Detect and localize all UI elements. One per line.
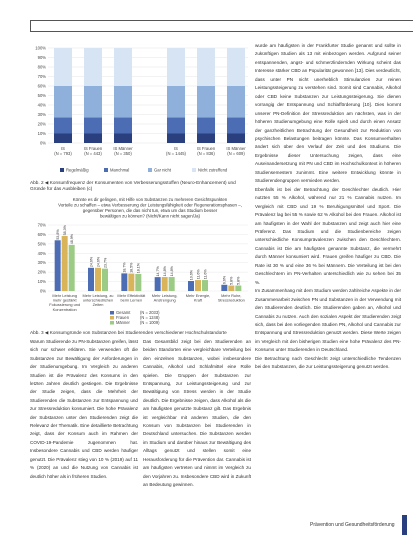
stacked-bar-segment bbox=[84, 117, 102, 133]
x-tick-label: beim Lernen bbox=[120, 297, 143, 303]
chart-title: gegenüber Personen, die das nicht tun, etwa um das Studium besser bbox=[82, 208, 218, 213]
stacked-bar-segment bbox=[84, 48, 102, 86]
stacked-bar-segment bbox=[114, 134, 132, 144]
paragraph: Die Betrachtung nach Geschlecht zeigt unterschiedliche Tendenzen bei den Substanzen, die zur Leistungssteigerung genutzt werden. bbox=[255, 355, 401, 370]
y-tick-label: 20% bbox=[37, 269, 46, 275]
paragraph: Das Gesamtbild zeigt bei den Studierenden an beiden Standorten eine vergleichbare Verteilung bei den einzelnen Substanzen, wobei insbesondere Cannabis, Alkohol und Schlafmittel eine Rolle spielen. Die Gruppen der Substanzen zur Entspannung, zur Leistungssteigerung und zur Bewältigung von Stress werden in der Studie deutlich. Die Ergebnisse zeigen, dass Alkohol als die am häufigsten genutzte Substanz gilt. Das Ergebnis ist vergleichbar mit anderen Studien, die den Konsum von Substanzen bei Studierenden in Deutschland untersuchen. Die Substanzen werden im Studium und darüber hinaus zur Bewältigung des Alltags genutzt und stellen somit eine Herausforderung für die Prävention dar. Cannabis ist am häufigsten vertreten und nimmt im Vergleich zu den Vorjahren zu. Insbesondere CBD wird in Zukunft an Bedeutung gewinnen. bbox=[143, 339, 251, 487]
legend-n: (N = 1248) bbox=[140, 315, 160, 321]
x-tick-label: IS bbox=[61, 146, 65, 151]
legend-swatch bbox=[148, 168, 152, 172]
x-tick-label: Mehr Leistung, bbox=[151, 293, 178, 298]
y-tick-label: 100% bbox=[35, 45, 46, 51]
y-tick-label: 70% bbox=[37, 74, 46, 79]
stacked-bar-segment bbox=[84, 86, 102, 117]
y-tick-label: 0% bbox=[39, 140, 46, 146]
legend-n: (N = 1009) bbox=[140, 320, 160, 326]
data-label: 5,8% bbox=[236, 276, 241, 285]
stacked-bar-segment bbox=[227, 48, 245, 86]
x-tick-n: (N = 793) bbox=[54, 151, 72, 156]
paragraph: wurde am häufigsten in der Frankfurter Studie genannt und sollte in zukünftigen Studien als 13 mit einbezogen werden. Aufgrund seiner entspannenden, angst- und schmerzlindernden Wirkung scheint das Interesse stärker CBD an Popularität gewonnen [13]. Dies verdeutlicht, dass unter PN nicht unerheblich Stimulanzien zur reinen Leistungssteigerung zu verstehen sind. Somit sind Cannabis, Alkohol oder CBD keine Substanzen zur Leistungssteigerung. Sie dienen vorrangig der Entspannung und Schlafförderung [10]. Dies kommt unserer PN-Definition der Stressreduktion am nächsten, was in der höheren Studienumgebung eine Rolle spielt und durch einen Ansatz der ganzheitlichen Betrachtung der Gesundheit zur Reduktion von psychischen Belastungen beitragen könnte. Das Konsumverhalten ändert sich über den Verlauf der Zeit und des Studiums. Die Ergebnisse dieser Untersuchung zeigen, dass eine Auseinandersetzung mit PN und CBD im Hochschulkontext in höheren Studiensemestern zunimmt. Eine weitere Entwicklung könnte in Studierendengruppen vermieden werden. bbox=[255, 43, 401, 184]
page-footer: Prävention und Gesundheitsförderung bbox=[310, 522, 395, 528]
legend-label: Manchmal bbox=[110, 167, 130, 173]
x-tick-label: mehr gestärkt bbox=[52, 297, 77, 303]
paragraph: Im Zusammenhang mit dem Studium werden zahlreiche Aspekte in der Zusammenarbeit zwischen PN und Substanzen in der Verwendung mit den Studierenden deutlich. Die Studierenden gaben an, Alkohol und Cannabis zu nutzen. Auch den sozialen Aspekt der Studierenden zeigt sich, dass bei den vorliegenden Studien PN, Alkohol und Cannabis zur Entspannung und Stressreduktion genutzt werden. Diese Werte zeigen im Vergleich mit den bisherigen Studien eine hohe Prävalenz des PN-Konsums unter Studierenden in Deutschland. bbox=[255, 288, 401, 353]
stacked-bar-segment bbox=[167, 86, 185, 117]
x-tick-label: Mehr Effektivität bbox=[117, 293, 146, 298]
bar bbox=[95, 268, 101, 291]
bar bbox=[155, 277, 161, 291]
data-label: 18,1% bbox=[136, 263, 141, 274]
y-tick-label: 40% bbox=[37, 250, 46, 256]
stacked-bar-segment bbox=[114, 117, 132, 133]
legend-label: Männer bbox=[116, 320, 130, 326]
figure-3-caption: Abb. 3 ◀ Konsumgründe von Substanzen bei Studierenden verschiedener Hochschulstandorte bbox=[30, 330, 227, 335]
x-tick-n: (N = 836) bbox=[197, 151, 215, 156]
stacked-bar-segment bbox=[197, 48, 215, 86]
legend-label: Gesamt bbox=[116, 310, 131, 316]
chart-title: Vorteile zu schaffen – etwa Verbesserung der Leistungsfähigkeit oder Regenerationsphasen –, bbox=[58, 202, 242, 208]
bar bbox=[62, 236, 68, 291]
y-tick-label: 10% bbox=[37, 131, 46, 136]
bar bbox=[69, 245, 75, 291]
x-tick-n: (N = 1445) bbox=[166, 151, 186, 156]
y-tick-label: 30% bbox=[37, 260, 46, 266]
x-tick-n: (N = 609) bbox=[227, 151, 245, 156]
stacked-bar-segment bbox=[167, 48, 185, 86]
data-label: 18,7% bbox=[122, 262, 127, 273]
bar bbox=[121, 273, 127, 291]
bar bbox=[202, 280, 208, 291]
data-label: 23,7% bbox=[103, 257, 108, 268]
legend-label: Gar nicht bbox=[154, 167, 171, 173]
stacked-bar-segment bbox=[54, 48, 72, 86]
bar bbox=[88, 268, 94, 291]
y-tick-label: 0% bbox=[39, 288, 46, 294]
bar bbox=[55, 240, 61, 291]
data-label: 24,6% bbox=[89, 256, 94, 268]
bar bbox=[102, 269, 108, 291]
bar bbox=[188, 281, 194, 291]
y-tick-label: 60% bbox=[37, 231, 46, 237]
stacked-bar-segment bbox=[114, 48, 132, 86]
figure-2-caption: Abb. 2 ◀ Konsumfrequenz der Konsumenten von Verbesserungsstoffen (Neuro-Enhancement) und Gründe für das Ausbleiben (c) bbox=[30, 180, 236, 192]
bar bbox=[221, 285, 227, 291]
data-label: 14,8% bbox=[169, 266, 174, 277]
stacked-bar-segment bbox=[54, 86, 72, 117]
y-tick-label: 40% bbox=[37, 102, 46, 108]
bar bbox=[235, 286, 241, 291]
figure-3-chart bbox=[30, 195, 252, 345]
x-tick-label: IS Frauen bbox=[196, 146, 216, 151]
stacked-bar-segment bbox=[114, 86, 132, 117]
data-label: 14,7% bbox=[155, 266, 160, 277]
legend-label: Frauen bbox=[116, 315, 129, 321]
bar bbox=[135, 274, 141, 291]
y-tick-label: 20% bbox=[37, 121, 46, 127]
x-tick-label: IS Männer bbox=[226, 146, 246, 151]
x-tick-label: Fokussierung und bbox=[49, 302, 81, 308]
paragraph: Ebenfalls ist bei der Betrachtung der Geschlechter deutlich. Hier nutzten 55 % Alkohol, während nur 21 % Cannabis nutzen. Im Vergleich mit CBD und 19 % Beruhigungsmittel und Sport. Die Prävalenz lag bei 55 % sowie 62 % Alkohol bei den Frauen. Alkohol ist am häufigsten in der Wahl der Substanzen und zeigt auch hier eine Präferenz. Das Studium und die Studienbereiche zeigen unterschiedliche Konsumprävalenzen zwischen den Geschlechtern. Cannabis ist Die am häufigsten genannte Substanz, die vermehrt durch Männer konsumiert wird. Frauen greifen häufiger zu CBD. Die Rate ist 30 % und eine 36 % bei Männern. Die Verteilung ist bei den Geschlechtern im PN-Verhalten unterschiedlich wie zu sehen bei 35 %. bbox=[255, 186, 401, 285]
x-tick-label: IS Frauen bbox=[83, 146, 103, 151]
x-tick-n: (N = 350) bbox=[114, 151, 132, 156]
stacked-bar-segment bbox=[227, 134, 245, 144]
stacked-bar-segment bbox=[227, 86, 245, 117]
stacked-bar-segment bbox=[167, 117, 185, 133]
data-label: 24,6% bbox=[96, 256, 101, 268]
x-tick-label: Kraft bbox=[193, 297, 203, 303]
legend-swatch bbox=[110, 321, 114, 325]
x-tick-label: Anstrengung bbox=[153, 297, 176, 303]
data-label: 10,6% bbox=[189, 270, 194, 281]
bar bbox=[128, 274, 134, 291]
x-tick-label: Mehr Leistung, zu bbox=[82, 293, 114, 298]
x-tick-label: IS Männer bbox=[113, 146, 133, 151]
legend-swatch bbox=[60, 168, 64, 172]
y-tick-label: 50% bbox=[37, 241, 46, 247]
y-tick-label: 90% bbox=[37, 55, 46, 60]
y-tick-label: 80% bbox=[37, 64, 46, 70]
body-text-right-column bbox=[255, 42, 401, 372]
data-label: 11,6% bbox=[196, 269, 201, 280]
x-tick-label: unterschiedlichen bbox=[82, 297, 114, 303]
page-edge-marker bbox=[402, 515, 407, 535]
legend-label: Regelmäßig bbox=[66, 167, 89, 173]
x-tick-label: Mehr Ruhe, bbox=[221, 293, 242, 298]
data-label: 53,8% bbox=[55, 229, 60, 240]
legend-swatch bbox=[104, 168, 108, 172]
data-label: 48,9% bbox=[69, 233, 74, 245]
legend-n: (N = 2033) bbox=[140, 310, 160, 316]
data-label: 6,6% bbox=[222, 275, 227, 285]
y-tick-label: 60% bbox=[37, 83, 46, 89]
bar bbox=[162, 277, 168, 291]
y-tick-label: 50% bbox=[37, 93, 46, 98]
body-text-column-2 bbox=[143, 338, 251, 489]
x-tick-label: Konzentration bbox=[52, 306, 77, 312]
x-tick-label: Zeiten bbox=[92, 302, 104, 308]
legend-swatch bbox=[110, 311, 114, 315]
y-tick-label: 30% bbox=[37, 112, 46, 117]
figure-2-chart bbox=[30, 40, 252, 178]
stacked-bar-segment bbox=[197, 86, 215, 117]
stacked-bar-segment bbox=[167, 134, 185, 144]
stacked-bar-segment bbox=[227, 117, 245, 133]
x-tick-label: IS bbox=[174, 146, 178, 151]
stacked-bar-segment bbox=[54, 134, 72, 144]
chart-title: Könnte es dir gelingen, mit Hilfe von Substanzen zu mehreren Gesichtspunkten bbox=[72, 197, 228, 202]
chart-title: bewältigen zu können? (Nicht/Kann nicht sagen/Ja) bbox=[99, 213, 201, 219]
bar bbox=[228, 286, 234, 291]
x-tick-label: Mehr Energie, bbox=[185, 293, 211, 298]
data-label: 18,5% bbox=[129, 262, 134, 273]
y-tick-label: 10% bbox=[37, 279, 46, 285]
data-label: 58,3% bbox=[62, 225, 67, 236]
stacked-bar-segment bbox=[54, 117, 72, 133]
data-label: 5,8% bbox=[229, 276, 234, 285]
x-tick-n: (N = 443) bbox=[84, 151, 102, 156]
stacked-bar-segment bbox=[197, 117, 215, 133]
data-label: 11,6% bbox=[203, 269, 208, 280]
paragraph: Warum Studierende zu PN-Substanzen greifen, lässt sich nur schwer erklären. Sie verwenden oft die Substanzen zur Bewältigung der Anforderungen in der Studienumgebung. Im Vergleich zu anderen Studien ist die Prävalenz des Konsums in den letzten Jahren deutlich gestiegen. Die Ergebnisse der Studie zeigen, dass die Mehrheit der Studierenden die Substanzen zur Entspannung und zur Stressreduktion konsumiert. Die hohe Prävalenz der Substanzen unter den Studierenden zeigt die Relevanz der Thematik. Eine detaillierte Betrachtung zeigt, dass der Konsum auch im Rahmen der COVID-19-Pandemie zugenommen hat. Insbesondere Cannabis und CBD werden häufiger genutzt. Die Prävalenz stieg von 10 % (2019) auf 11 % (2020) an und die Nutzung von Cannabis ist deutlich höher als in früheren Studien. bbox=[30, 339, 138, 479]
stacked-bar-segment bbox=[84, 134, 102, 144]
stacked-bar-segment bbox=[197, 134, 215, 144]
legend-label: Nicht zutreffend bbox=[198, 167, 228, 173]
bar bbox=[169, 277, 175, 291]
body-text-column-1 bbox=[30, 338, 138, 481]
data-label: 14,8% bbox=[162, 266, 167, 277]
header-bar bbox=[30, 20, 413, 32]
legend-swatch bbox=[110, 316, 114, 320]
bar bbox=[195, 280, 201, 291]
x-tick-label: Stressreduktion bbox=[217, 297, 245, 303]
y-tick-label: 70% bbox=[37, 222, 46, 228]
legend-swatch bbox=[192, 168, 196, 172]
x-tick-label: Mehr Leistung bbox=[52, 293, 77, 298]
